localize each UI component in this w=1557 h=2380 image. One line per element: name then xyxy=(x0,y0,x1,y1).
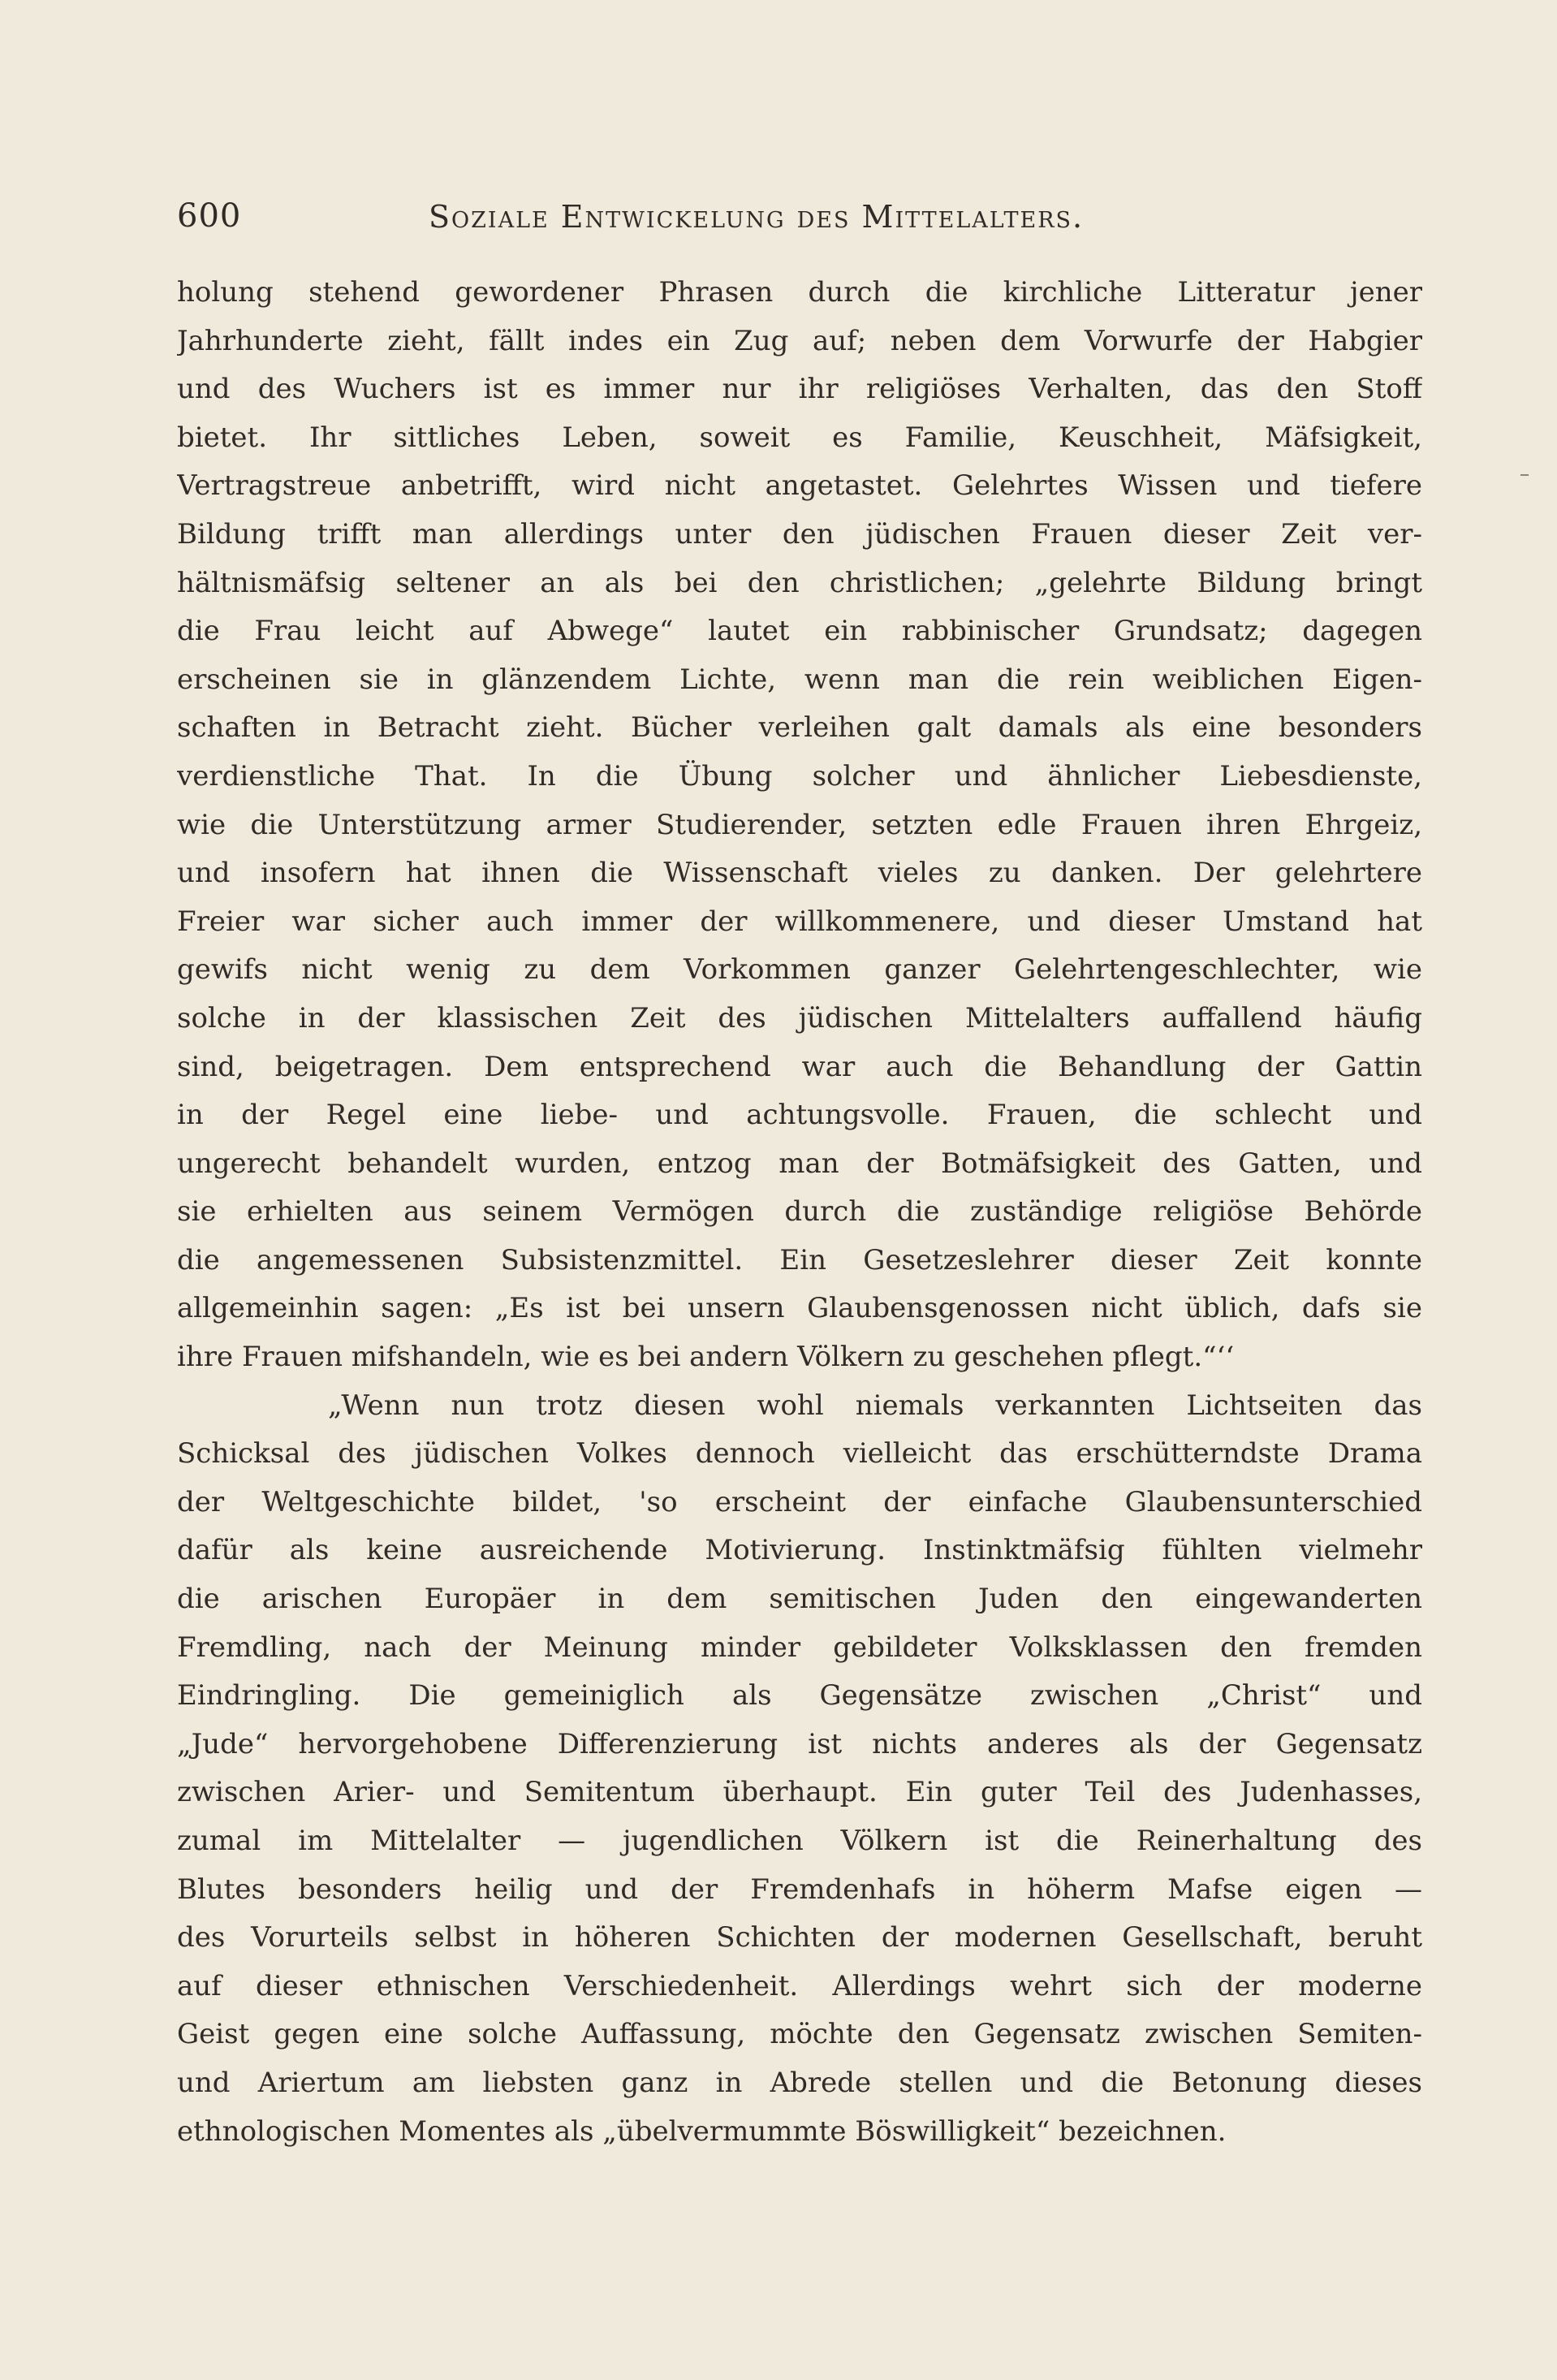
text-line-25: Schicksal des jüdischen Volkes dennoch vielleicht das erschütterndste Drama xyxy=(177,1437,1422,1471)
text-line-26: der Weltgeschichte bildet, 'so erscheint der einfache Glaubensunterschied xyxy=(177,1485,1422,1518)
text-line-14: Freier war sicher auch immer der willkommenere, und dieser Umstand hat xyxy=(177,905,1422,938)
text-line-19: ungerecht behandelt wurden, entzog man der Botmäfsigkeit des Gatten, und xyxy=(177,1147,1422,1180)
text-line-27: dafür als keine ausreichende Motivierung. Instinktmäfsig fühlten vielmehr xyxy=(177,1534,1422,1567)
page-number: 600 xyxy=(177,197,242,235)
text-line-38: und Ariertum am liebsten ganz in Abrede stellen und die Betonung dieses xyxy=(177,2066,1422,2099)
text-line-8: die Frau leicht auf Abwege“ lautet ein rabbinischer Grundsatz; dagegen xyxy=(177,615,1422,648)
text-line-37: Geist gegen eine solche Auffassung, möchte den Gegensatz zwischen Semiten- xyxy=(177,2018,1422,2051)
text-line-30: Eindringling. Die gemeiniglich als Gegensätze zwischen „Christ“ und xyxy=(177,1679,1422,1713)
text-line-1: holung stehend gewordener Phrasen durch die kirchliche Litteratur jener xyxy=(177,276,1422,309)
text-line-12: wie die Unterstützung armer Studierender, setzten edle Frauen ihren Ehrgeiz, xyxy=(177,808,1422,841)
text-line-29: Fremdling, nach der Meinung minder gebildeter Volksklassen den fremden xyxy=(177,1631,1422,1664)
text-line-23: ihre Frauen mifshandeln, wie es bei andern Völkern zu geschehen pflegt.“‘‘ xyxy=(177,1341,1235,1374)
text-line-35: des Vorurteils selbst in höheren Schichten der modernen Gesellschaft, beruht xyxy=(177,1921,1422,1955)
margin-mark xyxy=(1520,474,1529,476)
text-line-4: bietet. Ihr sittliches Leben, soweit es Familie, Keuschheit, Mäfsigkeit, xyxy=(177,421,1422,454)
text-line-36: auf dieser ethnischen Verschiedenheit. Allerdings wehrt sich der moderne xyxy=(177,1969,1422,2002)
text-line-11: verdienstliche That. In die Übung solcher und ähnlicher Liebesdienste, xyxy=(177,759,1422,793)
text-line-20: sie erhielten aus seinem Vermögen durch die zuständige religiöse Behörde xyxy=(177,1195,1422,1229)
text-line-39: ethnologischen Momentes als „übelvermummte Böswilligkeit“ bezeichnen. xyxy=(177,2114,1227,2148)
text-line-3: und des Wuchers ist es immer nur ihr religiöses Verhalten, das den Stoff xyxy=(177,373,1422,406)
paragraph-start-line: „Wenn nun trotz diesen wohl niemals verkannten Lichtseiten das xyxy=(328,1389,1422,1422)
text-line-28: die arischen Europäer in dem semitischen Juden den eingewanderten xyxy=(177,1583,1422,1616)
body-text xyxy=(177,269,1422,2156)
running-head xyxy=(177,197,1435,246)
text-line-18: in der Regel eine liebe- und achtungsvolle. Frauen, die schlecht und xyxy=(177,1099,1422,1132)
text-line-13: und insofern hat ihnen die Wissenschaft vieles zu danken. Der gelehrtere xyxy=(177,857,1422,890)
text-line-31: „Jude“ hervorgehobene Differenzierung ist nichts anderes als der Gegensatz xyxy=(177,1727,1422,1760)
text-line-21: die angemessenen Subsistenzmittel. Ein Gesetzeslehrer dieser Zeit konnte xyxy=(177,1243,1422,1276)
text-line-34: Blutes besonders heilig und der Fremdenhafs in höherm Mafse eigen — xyxy=(177,1872,1422,1906)
text-line-6: Bildung trifft man allerdings unter den jüdischen Frauen dieser Zeit ver- xyxy=(177,517,1422,551)
text-line-17: sind, beigetragen. Dem entsprechend war auch die Behandlung der Gattin xyxy=(177,1050,1422,1083)
text-line-9: erscheinen sie in glänzendem Lichte, wenn man die rein weiblichen Eigen- xyxy=(177,663,1422,696)
text-line-5: Vertragstreue anbetrifft, wird nicht angetastet. Gelehrtes Wissen und tiefere xyxy=(177,469,1422,503)
text-line-16: solche in der klassischen Zeit des jüdischen Mittelalters auffallend häufig xyxy=(177,1001,1422,1035)
text-line-7: hältnismäfsig seltener an als bei den christlichen; „gelehrte Bildung bringt xyxy=(177,566,1422,599)
text-line-22: allgemeinhin sagen: „Es ist bei unsern Glaubensgenossen nicht üblich, dafs sie xyxy=(177,1292,1422,1325)
text-line-15: gewifs nicht wenig zu dem Vorkommen ganzer Gelehrtengeschlechter, wie xyxy=(177,953,1422,987)
running-title: Soziale Entwickelung des Mittelalters. xyxy=(429,199,1085,235)
text-line-2: Jahrhunderte zieht, fällt indes ein Zug auf; neben dem Vorwurfe der Habgier xyxy=(177,324,1422,357)
text-line-32: zwischen Arier- und Semitentum überhaupt. Ein guter Teil des Judenhasses, xyxy=(177,1776,1422,1809)
text-line-33: zumal im Mittelalter — jugendlichen Völkern ist die Reinerhaltung des xyxy=(177,1825,1422,1857)
text-line-10: schaften in Betracht zieht. Bücher verleihen galt damals als eine besonders xyxy=(177,711,1422,745)
